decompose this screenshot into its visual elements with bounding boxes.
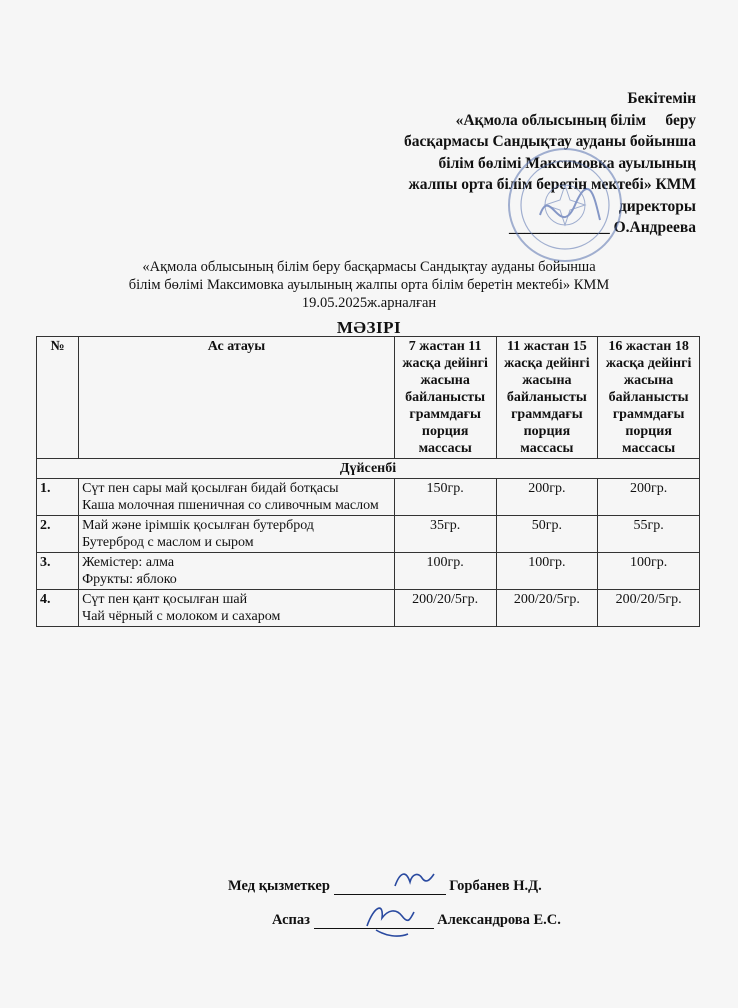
cook-label: Аспаз (272, 912, 310, 928)
header-date: 19.05.2025ж.арналған (301, 295, 437, 311)
approval-line: жалпы орта білім беретін мектебі» КММ (408, 176, 696, 193)
signature-scribble-icon (392, 868, 437, 890)
dish-name (79, 479, 395, 516)
portion-16-18: 55гр. (598, 516, 700, 553)
dish-name-kz: Май және ірімшік қосылған бутерброд (82, 518, 314, 533)
portion-16-18: 200/20/5гр. (598, 590, 700, 627)
cook-name: Александрова Е.С. (437, 912, 561, 928)
page-title: МӘЗІРІ (336, 318, 402, 337)
dish-name-ru: Каша молочная пшеничная со сливочным маслом (82, 498, 379, 513)
day-row (37, 459, 700, 479)
header-dish-name: Ас атауы (79, 337, 395, 459)
table-row (37, 479, 700, 516)
day-label: Дүйсенбі (37, 459, 700, 479)
table-row (37, 590, 700, 627)
approval-line: директоры (618, 197, 696, 215)
table-header-row (37, 337, 700, 459)
header-line: білім бөлімі Максимовка ауылының жалпы орта білім беретін мектебі» КММ (128, 277, 610, 293)
dish-name-ru: Бутерброд с маслом и сыром (82, 535, 254, 550)
approval-block (296, 88, 696, 239)
portion-7-11: 100гр. (394, 553, 496, 590)
row-num: 4. (37, 590, 79, 627)
header-line: «Ақмола облысының білім беру басқармасы Сандықтау ауданы бойынша (142, 259, 596, 275)
signature-blank (334, 894, 446, 895)
dish-name (79, 516, 395, 553)
approval-line: Бекітемін (627, 90, 696, 107)
dish-name (79, 590, 395, 627)
approval-line: басқармасы Сандықтау ауданы бойынша (404, 133, 696, 150)
header-age-7-11: 7 жастан 11 жасқа дейінгі жасына байланысты граммдағы порция массасы (394, 337, 496, 459)
table-row (37, 553, 700, 590)
approval-line: _____________ О.Андреева (508, 219, 696, 236)
dish-name-kz: Сүт пен сары май қосылған бидай ботқасы (82, 481, 339, 496)
med-signature-line (228, 878, 542, 895)
header-age-11-15: 11 жастан 15 жасқа дейінгі жасына байланысты граммдағы порция массасы (496, 337, 598, 459)
med-label: Мед қызметкер (228, 878, 330, 894)
med-name: Горбанев Н.Д. (449, 878, 542, 894)
portion-16-18: 100гр. (598, 553, 700, 590)
dish-name-ru: Чай чёрный с молоком и сахаром (82, 609, 281, 624)
header-num: № (37, 337, 79, 459)
dish-name (79, 553, 395, 590)
approval-line: «Ақмола облысының білім беру (455, 111, 696, 129)
row-num: 1. (37, 479, 79, 516)
portion-11-15: 200/20/5гр. (496, 590, 598, 627)
dish-name-kz: Сүт пен қант қосылған шай (82, 592, 248, 607)
portion-11-15: 50гр. (496, 516, 598, 553)
portion-7-11: 200/20/5гр. (394, 590, 496, 627)
row-num: 3. (37, 553, 79, 590)
dish-name-ru: Фрукты: яблоко (82, 572, 177, 587)
row-num: 2. (37, 516, 79, 553)
portion-7-11: 35гр. (394, 516, 496, 553)
portion-7-11: 150гр. (394, 479, 496, 516)
official-stamp-icon (500, 145, 630, 265)
menu-table (36, 336, 700, 627)
dish-name-kz: Жемістер: алма (82, 555, 175, 570)
signature-scribble-icon (362, 898, 417, 940)
table-row (37, 516, 700, 553)
portion-16-18: 200гр. (598, 479, 700, 516)
portion-11-15: 100гр. (496, 553, 598, 590)
header-age-16-18: 16 жастан 18 жасқа дейінгі жасына байланысты граммдағы порция массасы (598, 337, 700, 459)
portion-11-15: 200гр. (496, 479, 598, 516)
approval-line: білім бөлімі Максимовка ауылының (438, 154, 696, 172)
document-header (40, 258, 698, 312)
